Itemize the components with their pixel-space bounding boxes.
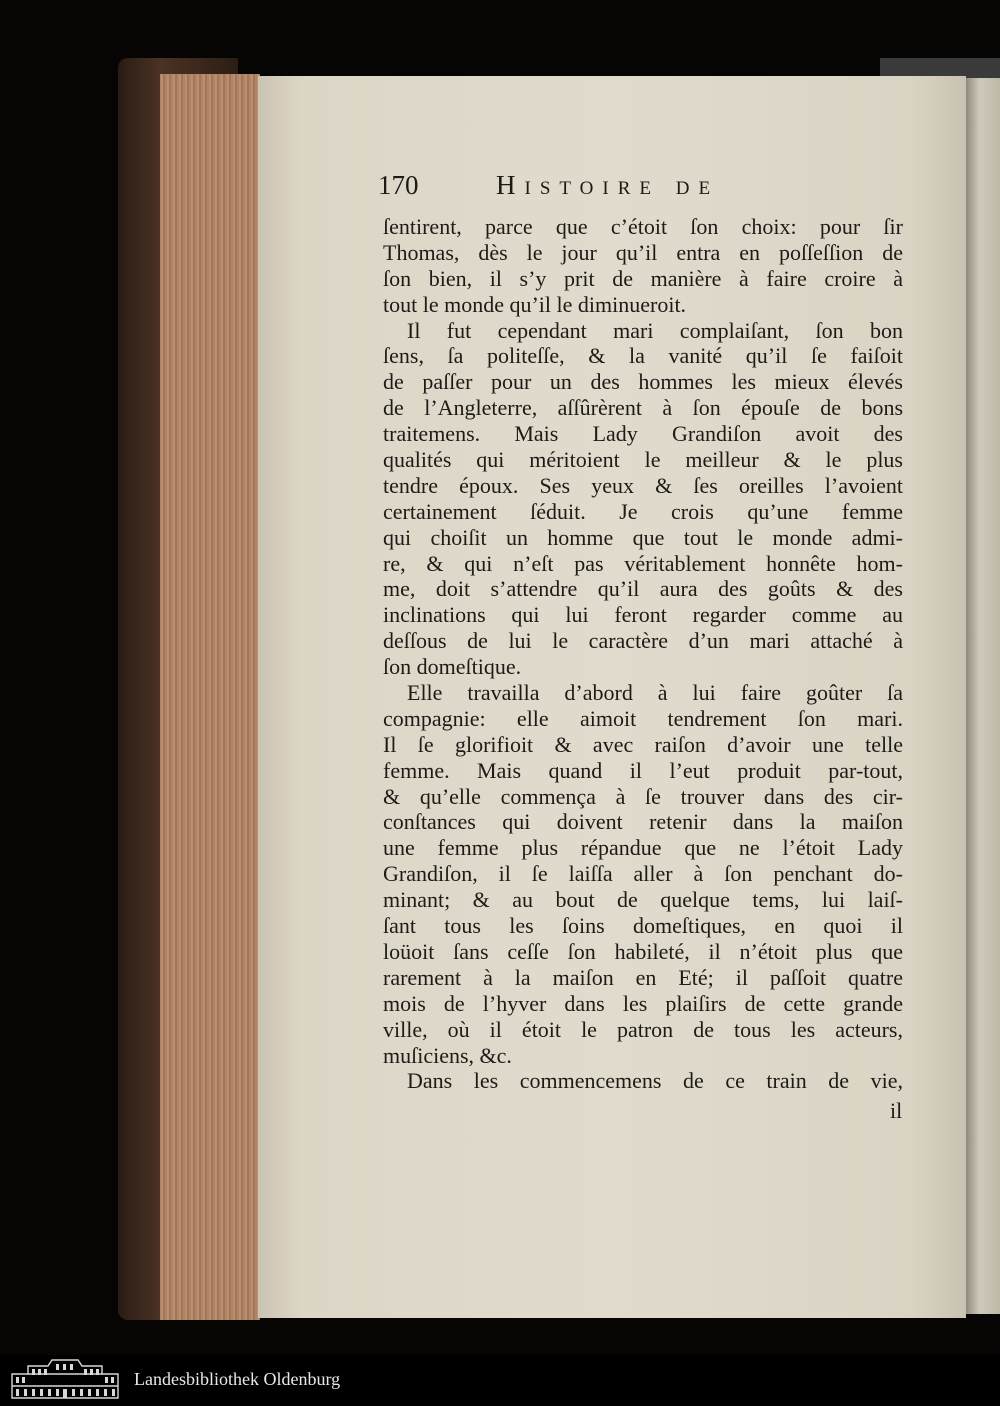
text-line: femme. Mais quand il l’eut produit par-tout, — [383, 757, 903, 783]
text-line: rarement à la maiſon en Eté; il paſſoit quatre — [383, 964, 903, 990]
text-line: inclinations qui lui feront regarder comme au — [383, 602, 903, 628]
text-line: ſon domeſtique. — [383, 654, 522, 680]
text-line: minant; & au bout de quelque tems, lui laiſ- — [383, 887, 903, 913]
text-line: une femme plus répandue que ne l’étoit Lady — [383, 835, 903, 861]
text-line: Dans les commencemens de ce train de vie, — [407, 1068, 903, 1094]
text-line: Elle travailla d’abord à lui faire goûter ſa — [407, 680, 903, 706]
text-line: ſant tous les ſoins domeſtiques, en quoi il — [383, 913, 903, 939]
text-line: de l’Angleterre, aſſûrèrent à ſon épouſe de bons — [383, 395, 903, 421]
page-edges — [160, 74, 260, 1320]
text-line: muſiciens, &c. — [383, 1042, 512, 1068]
page-body-text — [383, 214, 903, 1094]
text-line: conſtances qui doivent retenir dans la maiſon — [383, 809, 903, 835]
text-line: deſſous de lui le caractère d’un mari attaché à — [383, 628, 903, 654]
text-line: & qu’elle commença à ſe trouver dans des cir- — [383, 783, 903, 809]
text-line: Il fut cependant mari complaiſant, ſon bon — [407, 317, 903, 343]
text-line: mois de l’hyver dans les plaiſirs de cette grande — [383, 990, 903, 1016]
text-line: tout le monde qu’il le diminueroit. — [383, 291, 687, 317]
text-line: me, doit s’attendre qu’il aura des goûts & des — [383, 576, 903, 602]
library-building-icon — [8, 1358, 122, 1402]
footer-bar — [0, 1355, 1000, 1406]
text-line: ſentirent, parce que c’étoit ſon choix: pour ſir — [383, 214, 903, 239]
catchword: il — [890, 1098, 903, 1123]
text-line: traitemens. Mais Lady Grandiſon avoit des — [383, 421, 903, 447]
text-line: tendre époux. Ses yeux & ſes oreilles l’avoient — [383, 472, 903, 498]
text-line: re, & qui n’eſt pas véritablement honnête hom- — [383, 550, 903, 576]
text-line: loüoit ſans ceſſe ſon habileté, il n’étoit plus que — [383, 938, 903, 964]
facing-spine — [880, 58, 1000, 78]
text-line: ville, où il étoit le patron de tous les acteurs, — [383, 1016, 903, 1042]
text-line: de paſſer pour un des hommes les mieux élevés — [383, 369, 903, 395]
text-line: Grandiſon, il ſe laiſſa aller à ſon penchant do- — [383, 861, 903, 887]
text-line: compagnie: elle aimoit tendrement ſon mari. — [383, 705, 903, 731]
text-line: ſens, ſa politeſſe, & la vanité qu’il ſe faiſoit — [383, 343, 903, 369]
text-line: certainement ſéduit. Je crois qu’une femme — [383, 498, 903, 524]
text-line: ſon bien, il s’y prit de manière à faire croire à — [383, 265, 903, 291]
text-line: Thomas, dès le jour qu’il entra en poſſeſſion de — [383, 239, 903, 265]
footer-label: Landesbibliothek Oldenburg — [134, 1369, 341, 1389]
text-line: qui choiſit un homme que tout le monde admi- — [383, 524, 903, 550]
facing-page — [966, 78, 1000, 1314]
running-title: Histoire de — [496, 170, 720, 200]
text-line: qualités qui méritoient le meilleur & le plus — [383, 447, 903, 473]
text-line: Il ſe glorifioit & avec raiſon d’avoir une telle — [383, 731, 903, 757]
running-head — [378, 170, 798, 206]
page-number: 170 — [378, 170, 419, 200]
